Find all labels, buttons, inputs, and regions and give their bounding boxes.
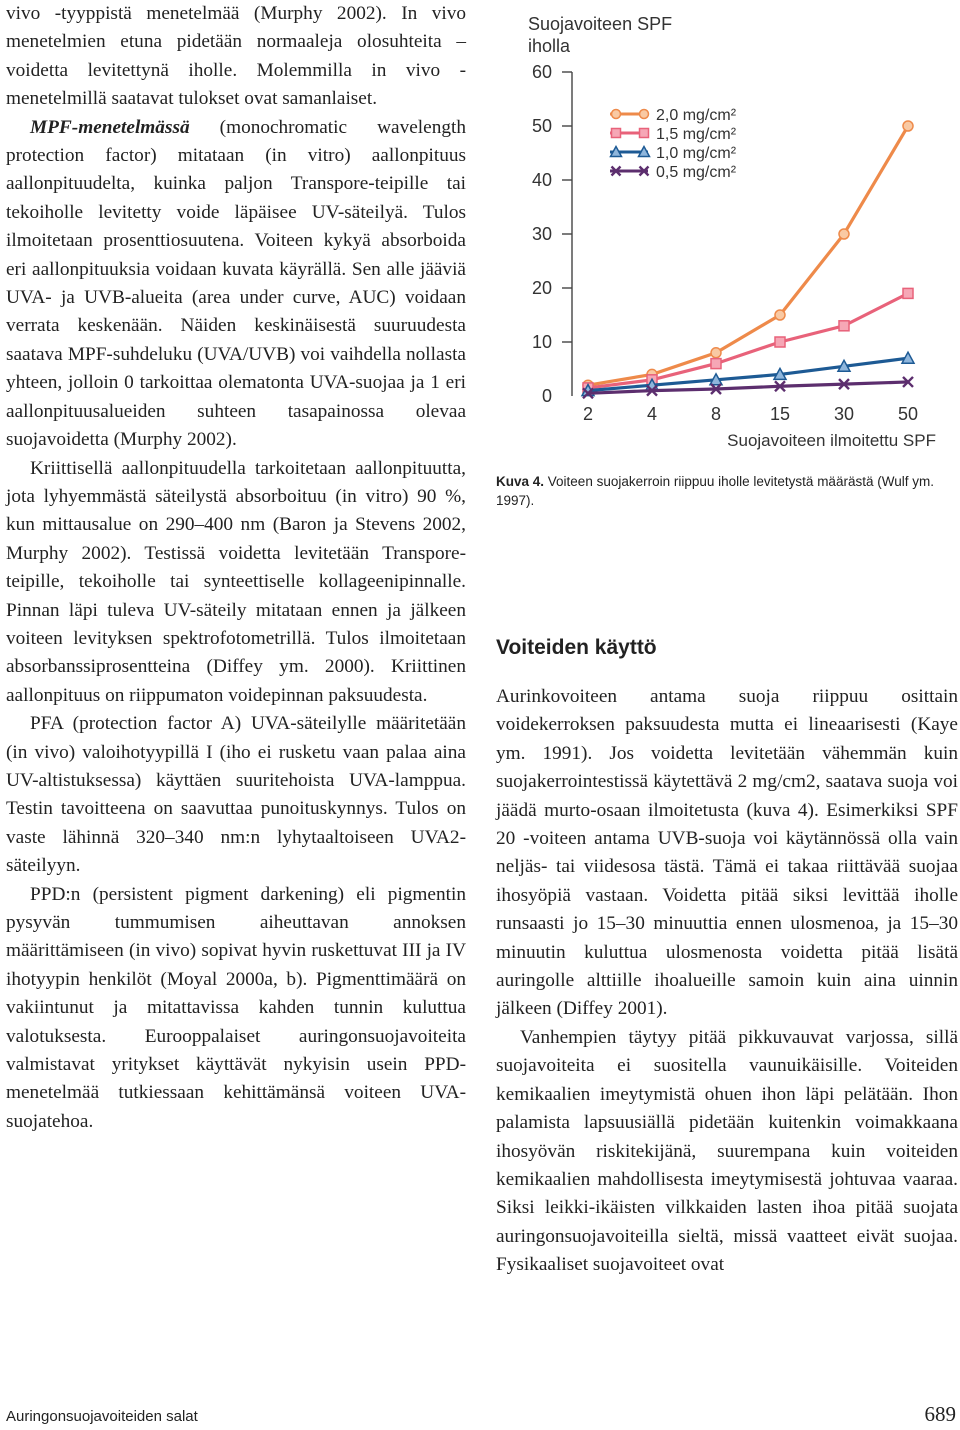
legend-marker (640, 110, 649, 119)
spf-chart (496, 0, 958, 470)
body-paragraph: PFA (protection factor A) UVA-säteilylle määritetään (in vivo) valoihotyypillä I (iho ei rusketu vaan palaa aina UV-altistuksessa) käyttäen suuritehoista UVA-lamppua. Testin tavoitteena on saavuttaa punoituskynnys. Tulos on vaste lähinnä 320–340 nm:n lyhytaaltoiseen UVA2-säteilyyn. (6, 713, 466, 877)
x-axis-label: Suojavoiteen ilmoitettu SPF (727, 431, 936, 450)
y-tick-label: 10 (531, 332, 552, 352)
legend-label: 1,0 mg/cm² (656, 145, 737, 162)
data-point (903, 121, 913, 131)
x-tick-label: 15 (769, 404, 791, 424)
legend-label: 0,5 mg/cm² (656, 164, 737, 181)
data-point (839, 229, 849, 239)
y-tick-label: 0 (541, 386, 552, 406)
term-mpf: MPF-menetelmässä (30, 116, 190, 138)
body-paragraph: PPD:n (persistent pigment darkening) eli pigmentin pysyvän tummumisen aiheuttavan annoksen määrittämiseen (in vivo) sopivat hyvin ruskettuvat III ja IV ihotyypin henkilöt (Moyal 2000a, b). Pigmenttimäärä on vakiintunut ja mitattavissa kahden tunnin kuluttua valotuksesta. Eurooppalaiset auringonsuojavoiteita valmistavat yritykset käyttävät nykyisin usein PPD-menetelmää tutkiessaan kehittämänsä voiteen UVA-suojatehoa. (6, 883, 466, 1132)
y-tick-label: 60 (531, 62, 552, 82)
chart-svg (496, 0, 958, 470)
x-tick-label: 4 (646, 404, 658, 424)
y-axis-label-line2: iholla (528, 36, 571, 56)
legend-label: 1,5 mg/cm² (656, 126, 737, 143)
left-column (6, 0, 466, 1136)
x-tick-label: 30 (833, 404, 855, 424)
section-heading: Voiteiden käyttö (496, 636, 657, 659)
legend-marker (640, 129, 649, 138)
body-paragraph: Kriittisellä aallonpituudella tarkoitetaan aallonpituutta, jota lyhyemmästä säteilystä absorboituu (in vitro) 90 %, kun mittausalue on 290–400 nm (Baron ja Stevens 2002, Murphy 2002). Testissä voidetta levitetään Transpore-teipille, tekoiholle tai synteettiselle kollageenipinnalle. Pinnan läpi tuleva UV-säteily mitataan ennen ja jälkeen voiteen levityksen spektrofotometrillä. Tulos ilmoitetaan absorbanssiprosentteina (Diffey ym. 2000). Kriittinen aallonpituus on riippumaton voidepinnan paksuudesta. (6, 457, 466, 706)
body-paragraph-mpf (6, 114, 466, 455)
y-tick-label: 30 (531, 224, 552, 244)
data-point (903, 288, 913, 298)
x-tick-label: 50 (897, 404, 919, 424)
caption-label: Kuva 4. (496, 474, 545, 489)
data-point (711, 359, 721, 369)
y-tick-label: 50 (531, 116, 552, 136)
y-tick-label: 40 (531, 170, 552, 190)
data-point (711, 348, 721, 358)
series-line (588, 358, 908, 390)
y-axis-label-line1: Suojavoiteen SPF (528, 14, 673, 34)
legend-label: 2,0 mg/cm² (656, 107, 737, 124)
legend-marker (612, 129, 621, 138)
series-line (588, 293, 908, 388)
x-tick-label: 2 (582, 404, 594, 424)
body-paragraph: Vanhempien täytyy pitää pikkuvauvat varjossa, sillä suojavoiteita ei suositella vaunuikäisille. Voiteiden kemikaalien imeytymistä ohuen ihon läpi pelätään. Ihon palamista lapsuusiällä pidetään kuitenkin voimakkaana ihosyövän riskitekijänä, suurempana kuin voiteiden kemikaalien mahdollisesta imeytymisestä johtuvaa vaaraa. Siksi leikki-ikäisten vilkkaiden lasten ihoa pitää suojata auringonsuojavoiteilla sieltä, missä vaatteet eivät suojaa. Fysikaaliset suojavoiteet ovat (496, 1026, 958, 1276)
data-point (839, 321, 849, 331)
x-tick-label: 8 (710, 404, 722, 424)
data-point (775, 310, 785, 320)
running-title: Auringonsuojavoiteiden salat (6, 1408, 198, 1425)
page-number: 689 (924, 1402, 956, 1426)
series-line (588, 126, 908, 385)
mpf-text: (monochromatic wavelength protection factor) mitataan (in vitro) aallonpituus aallonpituudelta, kuinka paljon Transpore-teipille tai tekoiholle levitetty voide läpäisee UV-säteilyä. Tulos ilmoitetaan prosenttiosuutena. Voiteen kykyä absorboida eri aallonpituuksia voidaan kuvata käyrällä. Sen alle jääviä UVA- ja UVB-alueita (area under curve, AUC) voidaan verrata keskenään. Näiden keskinäisestä suuruudesta saatava MPF-suhdeluku (UVA/UVB) voi vaihdella nollasta yhteen, jolloin 0 tarkoittaa olematonta UVA-suojaa ja 1 eri aallonpituusalueiden suhteen tasapainossa olevaa suojavoidetta (Murphy 2002). (6, 116, 466, 451)
right-column (496, 683, 958, 1280)
y-tick-label: 20 (531, 278, 552, 298)
legend-marker (612, 110, 621, 119)
body-paragraph: Aurinkovoiteen antama suoja riippuu osittain voidekerroksen paksuudesta mutta ei lineaarisesti (Kaye ym. 1991). Jos voidetta levitetään vähemmän kuin suojakerrointestissä käytettävä 2 mg/cm2, saatava suoja voi jäädä murto-osaan ilmoitetusta (kuva 4). Esimerkiksi SPF 20 -voiteen antama UVB-suoja voi käytännössä olla vain neljäs- tai viidesosa tästä. Tämä ei takaa riittävää suojaa ihosyöpiä vastaan. Voidetta pitää siksi levittää iholle runsaasti jo 15–30 minuuttia ennen ulosmenoa, ja 15–30 minuutin kuluttua ulosmenosta voidetta pitää lisätä auringolle alttiille ihoalueille samoin kuin aina uinnin jälkeen (Diffey 2001). (496, 686, 958, 1020)
data-point (775, 337, 785, 347)
caption-text: Voiteen suojakerroin riippuu iholle levitetystä määrästä (Wulf ym. 1997). (496, 474, 934, 508)
body-paragraph: vivo -tyyppistä menetelmää (Murphy 2002). In vivo menetelmien etuna pidetään normaaleja olosuhteita – voidetta levitettynä iholle. Molemmilla in vivo -menetelmillä saatavat tulokset ovat samanlaiset. (6, 3, 466, 110)
figure-caption (496, 472, 958, 510)
